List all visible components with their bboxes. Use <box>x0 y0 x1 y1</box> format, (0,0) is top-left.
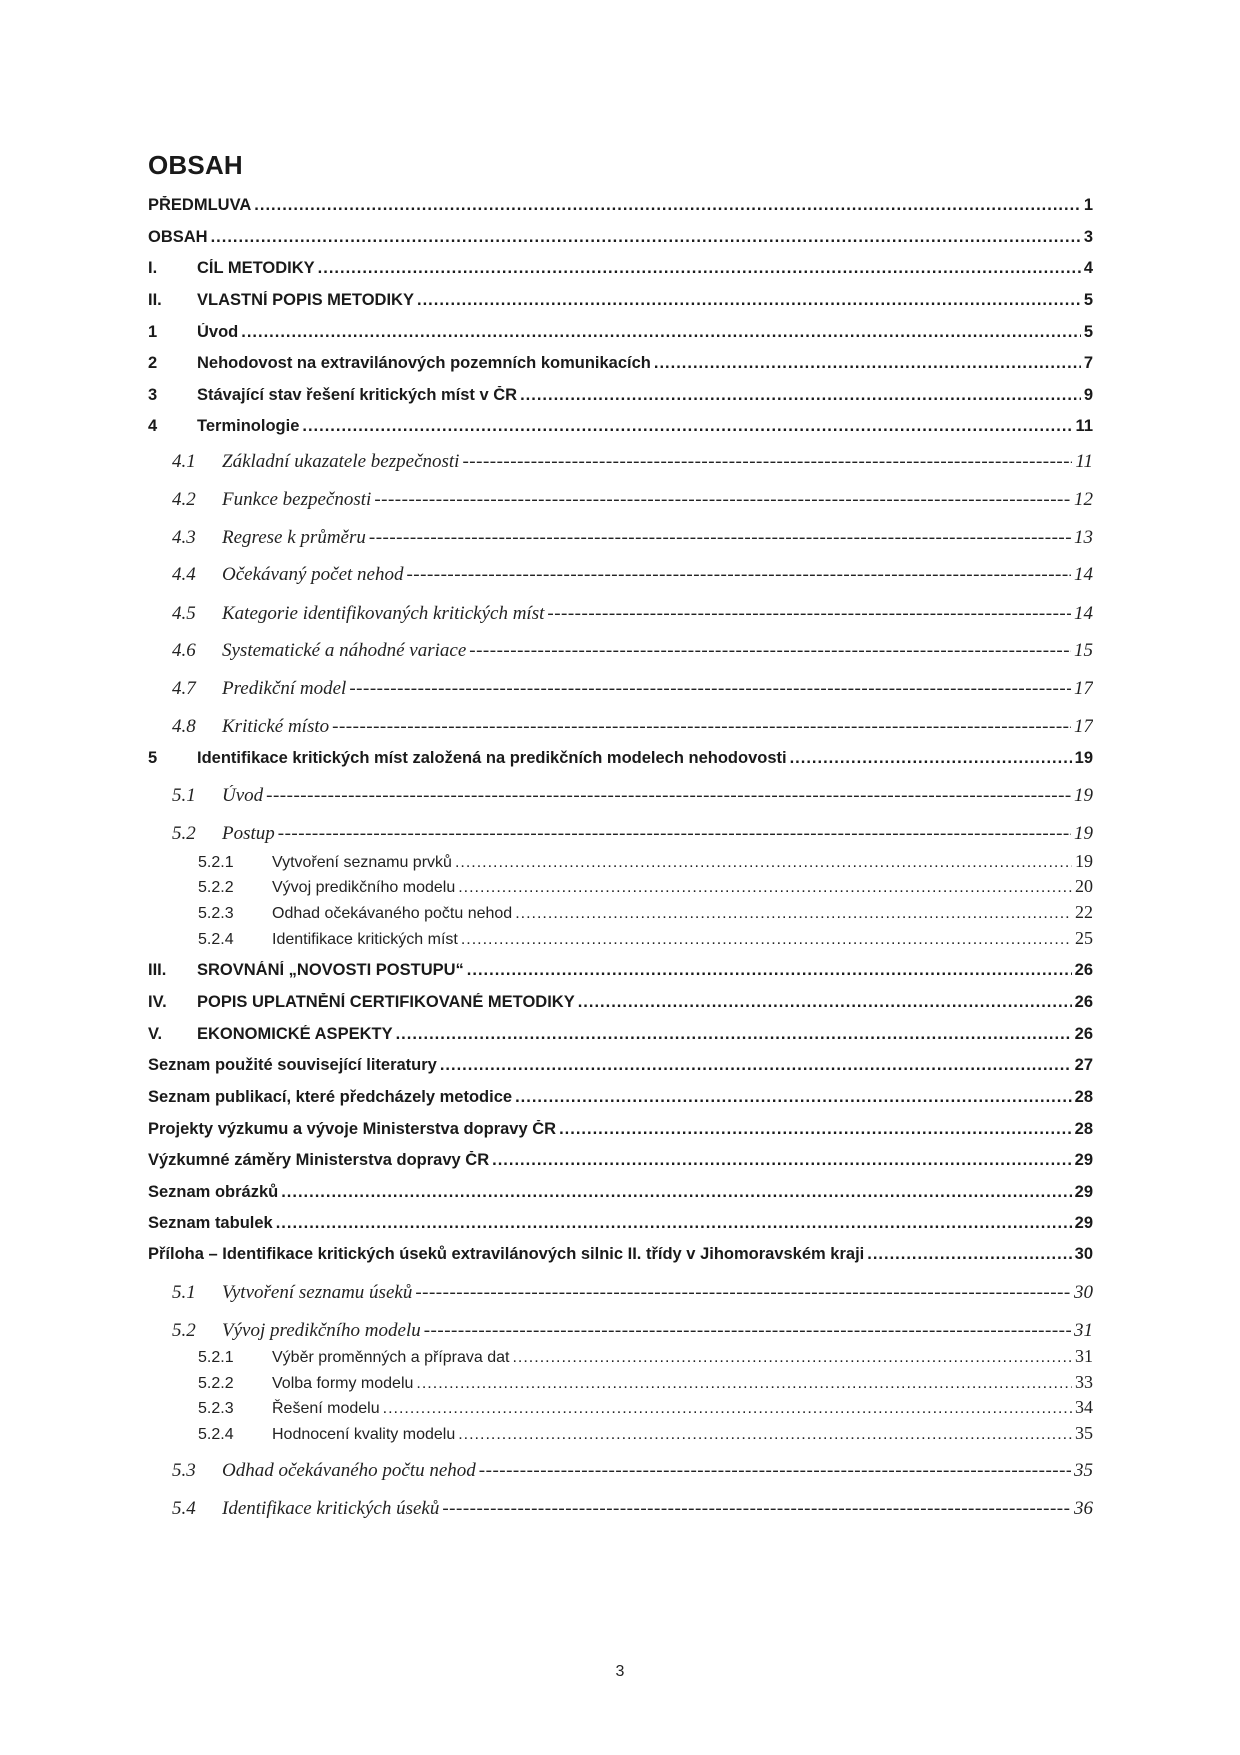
toc-entry-number: 5.3 <box>172 1460 196 1481</box>
toc-entry[interactable] <box>148 1282 1093 1304</box>
toc-entry-page: 19 <box>1074 785 1093 806</box>
toc-entry[interactable] <box>148 1245 1093 1264</box>
toc-entry-label: OBSAH <box>148 228 208 246</box>
toc-leader <box>254 196 1081 215</box>
toc-entry[interactable] <box>148 386 1093 405</box>
toc-entry[interactable] <box>148 323 1093 342</box>
toc-entry-page: 31 <box>1075 1346 1093 1366</box>
toc-leader <box>467 961 1072 980</box>
toc-entry-page: 29 <box>1074 1214 1093 1232</box>
toc-entry-page: 29 <box>1074 1151 1093 1169</box>
toc-entry-label: Identifikace kritických míst založená na predikčních modelech nehodovosti <box>197 749 787 767</box>
toc-leader <box>578 993 1072 1012</box>
toc-entry-number: 4.7 <box>172 678 196 699</box>
toc-entry-number: 5.2.4 <box>198 931 234 948</box>
toc-entry[interactable] <box>148 851 1093 872</box>
toc-entry-label: Identifikace kritických úseků <box>222 1498 440 1519</box>
toc-leader <box>416 1375 1072 1393</box>
toc-entry-label: Nehodovost na extravilánových pozemních komunikacích <box>197 354 651 372</box>
toc-leader <box>383 1400 1072 1418</box>
toc-leader <box>266 785 1071 807</box>
toc-entry-label: Systematické a náhodné variace <box>222 640 467 661</box>
page-title: OBSAH <box>148 150 243 180</box>
toc-entry[interactable] <box>148 928 1093 949</box>
toc-leader <box>417 291 1081 310</box>
toc-leader <box>349 678 1071 700</box>
toc-entry[interactable] <box>148 564 1093 586</box>
toc-entry[interactable] <box>148 1460 1093 1482</box>
toc-entry[interactable] <box>148 451 1093 473</box>
toc-leader <box>469 640 1071 662</box>
toc-entry-label: Výběr proměnných a příprava dat <box>272 1349 510 1366</box>
toc-entry-number: 4 <box>148 417 158 435</box>
toc-entry[interactable] <box>148 489 1093 511</box>
toc-entry-number: I. <box>148 259 158 277</box>
toc-entry-page: 19 <box>1074 749 1093 767</box>
toc-entry[interactable] <box>148 1372 1093 1393</box>
toc-entry-page: 35 <box>1075 1423 1093 1443</box>
toc-entry-label: Seznam použité související literatury <box>148 1056 437 1074</box>
toc-entry-label: Regrese k průměru <box>222 527 366 548</box>
toc-entry-page: 17 <box>1074 716 1093 737</box>
toc-entry[interactable] <box>148 876 1093 897</box>
toc-entry-label: Seznam obrázků <box>148 1183 279 1201</box>
toc-leader <box>278 823 1071 845</box>
toc-entry[interactable] <box>148 1056 1093 1075</box>
toc-leader <box>458 1426 1072 1444</box>
toc-leader <box>424 1320 1071 1342</box>
toc-entry-page: 15 <box>1074 640 1093 661</box>
toc-leader <box>281 1183 1071 1202</box>
toc-entry-number: 5.2.2 <box>198 879 234 896</box>
toc-leader <box>369 527 1071 549</box>
toc-entry-number: 5.2.4 <box>198 1426 234 1443</box>
toc-entry-label: PŘEDMLUVA <box>148 196 252 214</box>
toc-entry-label: SROVNÁNÍ „NOVOSTI POSTUPU“ <box>197 961 464 979</box>
page-number: 3 <box>615 1663 625 1680</box>
toc-leader <box>406 564 1071 586</box>
toc-entry[interactable] <box>148 993 1093 1012</box>
toc-entry[interactable] <box>148 961 1093 980</box>
toc-entry-number: 5.1 <box>172 785 196 806</box>
toc-entry-page: 9 <box>1083 386 1093 404</box>
toc-entry-label: Seznam publikací, které předcházely metodice <box>148 1088 513 1106</box>
toc-entry-page: 11 <box>1075 417 1093 435</box>
toc-entry-page: 5 <box>1083 291 1093 309</box>
toc-leader <box>559 1120 1072 1139</box>
toc-entry-page: 1 <box>1083 196 1093 214</box>
toc-entry-number: 5.2.2 <box>198 1375 234 1392</box>
toc-entry[interactable] <box>148 749 1093 768</box>
toc-entry-page: 33 <box>1075 1372 1093 1392</box>
toc-leader <box>462 451 1072 473</box>
toc-entry-label: Výzkumné záměry Ministerstva dopravy ČR <box>148 1151 490 1169</box>
toc-leader <box>241 323 1081 342</box>
toc-leader <box>302 417 1072 436</box>
toc-entry-label: POPIS UPLATNĚNÍ CERTIFIKOVANÉ METODIKY <box>197 993 575 1011</box>
toc-entry-label: Odhad očekávaného počtu nehod <box>222 1460 476 1481</box>
toc-entry-label: Vývoj predikčního modelu <box>272 879 456 896</box>
toc-entry-page: 29 <box>1074 1183 1093 1201</box>
toc-entry-page: 19 <box>1074 823 1093 844</box>
toc-entry-page: 17 <box>1074 678 1093 699</box>
toc-entry-page: 26 <box>1074 993 1093 1011</box>
toc-entry[interactable] <box>148 1320 1093 1342</box>
toc-leader <box>458 879 1072 897</box>
toc-leader <box>512 1349 1072 1367</box>
toc-leader <box>276 1214 1072 1233</box>
toc-entry-page: 13 <box>1074 527 1093 548</box>
toc-entry-number: 4.6 <box>172 640 196 661</box>
toc-entry-page: 28 <box>1074 1120 1093 1138</box>
toc-entry-page: 7 <box>1083 354 1093 372</box>
toc-entry-page: 19 <box>1075 851 1093 871</box>
toc-entry-label: Odhad očekávaného počtu nehod <box>272 905 513 922</box>
toc-entry-number: IV. <box>148 993 167 1011</box>
toc-entry-label: Seznam tabulek <box>148 1214 273 1232</box>
toc-entry[interactable] <box>148 196 1093 215</box>
toc-entry-page: 27 <box>1074 1056 1093 1074</box>
toc-leader <box>547 603 1071 625</box>
toc-leader <box>442 1498 1071 1520</box>
toc-entry-number: 5.1 <box>172 1282 196 1303</box>
toc-entry-label: Identifikace kritických míst <box>272 931 458 948</box>
toc-entry-page: 22 <box>1075 902 1093 922</box>
toc-entry-number: 5.2.1 <box>198 1349 234 1366</box>
toc-entry[interactable] <box>148 823 1093 845</box>
toc-entry-number: 5.4 <box>172 1498 196 1519</box>
toc-entry-number: 4.3 <box>172 527 196 548</box>
toc-entry[interactable] <box>148 785 1093 807</box>
toc-entry-label: Vytvoření seznamu prvků <box>272 854 452 871</box>
toc-leader <box>374 489 1071 511</box>
toc-entry-label: Stávající stav řešení kritických míst v ČR <box>197 386 518 404</box>
toc-entry-number: 1 <box>148 323 158 341</box>
toc-entry-label: Projekty výzkumu a vývoje Ministerstva dopravy ČR <box>148 1120 557 1138</box>
toc-leader <box>455 854 1072 872</box>
toc-entry[interactable] <box>148 1151 1093 1170</box>
toc-leader <box>654 354 1081 373</box>
toc-leader <box>332 716 1071 738</box>
toc-entry-page: 14 <box>1074 564 1093 585</box>
toc-leader <box>790 749 1072 768</box>
toc-entry[interactable] <box>148 640 1093 662</box>
toc-entry[interactable] <box>148 1346 1093 1367</box>
toc-leader <box>867 1245 1071 1264</box>
toc-entry-number: 5.2 <box>172 823 196 844</box>
toc-entry[interactable] <box>148 417 1093 436</box>
toc-entry[interactable] <box>148 678 1093 700</box>
toc-entry-page: 31 <box>1074 1320 1093 1341</box>
toc-entry[interactable] <box>148 1397 1093 1418</box>
toc-leader <box>211 228 1081 247</box>
toc-leader <box>520 386 1081 405</box>
toc-entry[interactable] <box>148 291 1093 310</box>
toc-entry-page: 25 <box>1075 928 1093 948</box>
toc-leader <box>415 1282 1071 1304</box>
toc-entry-number: 5.2.3 <box>198 1400 234 1417</box>
toc-entry-page: 5 <box>1083 323 1093 341</box>
toc-entry-number: 3 <box>148 386 158 404</box>
toc-entry-label: Kategorie identifikovaných kritických míst <box>222 603 545 624</box>
toc-entry-label: Příloha – Identifikace kritických úseků extravilánových silnic II. třídy v Jihomoravském kraji <box>148 1245 865 1263</box>
toc-entry-number: 5.2.1 <box>198 854 234 871</box>
toc-entry-label: Hodnocení kvality modelu <box>272 1426 456 1443</box>
toc-entry-label: Úvod <box>222 785 264 806</box>
toc-leader <box>515 905 1072 923</box>
toc-entry-label: Predikční model <box>222 678 347 699</box>
toc-entry-page: 4 <box>1083 259 1093 277</box>
toc-entry-label: Vytvoření seznamu úseků <box>222 1282 413 1303</box>
toc-entry[interactable] <box>148 1498 1093 1520</box>
toc-entry[interactable] <box>148 354 1093 373</box>
toc-entry-page: 14 <box>1074 603 1093 624</box>
toc-entry[interactable] <box>148 1214 1093 1233</box>
toc-entry-number: 4.4 <box>172 564 196 585</box>
toc-entry-label: Terminologie <box>197 417 300 435</box>
toc-entry-label: Volba formy modelu <box>272 1375 414 1392</box>
toc-entry[interactable] <box>148 1120 1093 1139</box>
toc-entry-number: 4.2 <box>172 489 196 510</box>
toc-entry[interactable] <box>148 603 1093 625</box>
toc-entry-number: III. <box>148 961 167 979</box>
toc-entry-page: 30 <box>1074 1245 1093 1263</box>
toc-entry-number: II. <box>148 291 162 309</box>
toc-entry-number: 5.2.3 <box>198 905 234 922</box>
toc-entry-page: 12 <box>1074 489 1093 510</box>
toc-leader <box>440 1056 1072 1075</box>
toc-entry-label: Úvod <box>197 323 239 341</box>
toc-entry[interactable] <box>148 902 1093 923</box>
toc-entry-label: Základní ukazatele bezpečnosti <box>222 451 460 472</box>
toc-entry-label: Vývoj predikčního modelu <box>222 1320 421 1341</box>
toc-entry-number: 5 <box>148 749 158 767</box>
toc-entry-page: 30 <box>1074 1282 1093 1303</box>
toc-entry-page: 20 <box>1075 876 1093 896</box>
toc-entry-number: 4.8 <box>172 716 196 737</box>
toc-entry-label: VLASTNÍ POPIS METODIKY <box>197 291 414 309</box>
toc-entry-page: 28 <box>1074 1088 1093 1106</box>
toc-entry-page: 11 <box>1075 451 1093 472</box>
toc-leader <box>479 1460 1071 1482</box>
toc-entry-number: 5.2 <box>172 1320 196 1341</box>
toc-entry[interactable] <box>148 228 1093 247</box>
toc-entry-number: 4.5 <box>172 603 196 624</box>
toc-entry-label: Očekávaný počet nehod <box>222 564 404 585</box>
toc-entry-label: CÍL METODIKY <box>197 259 315 277</box>
toc-entry-page: 26 <box>1074 961 1093 979</box>
toc-entry[interactable] <box>148 1423 1093 1444</box>
toc-entry-label: Řešení modelu <box>272 1400 380 1417</box>
toc-leader <box>492 1151 1072 1170</box>
toc-entry-page: 36 <box>1074 1498 1093 1519</box>
toc-entry-number: 4.1 <box>172 451 196 472</box>
toc-entry[interactable] <box>148 259 1093 278</box>
toc-leader <box>318 259 1081 278</box>
toc-entry-label: Kritické místo <box>222 716 330 737</box>
toc-entry-number: V. <box>148 1025 163 1043</box>
toc-entry-label: EKONOMICKÉ ASPEKTY <box>197 1025 393 1043</box>
toc-leader <box>396 1025 1072 1044</box>
toc-entry[interactable] <box>148 527 1093 549</box>
toc-entry-number: 2 <box>148 354 158 372</box>
toc-entry-label: Funkce bezpečnosti <box>222 489 372 510</box>
toc-entry[interactable] <box>148 1088 1093 1107</box>
toc-entry-label: Postup <box>222 823 275 844</box>
toc-entry-page: 3 <box>1083 228 1093 246</box>
toc-entry[interactable] <box>148 1025 1093 1044</box>
toc-leader <box>461 931 1072 949</box>
toc-leader <box>515 1088 1072 1107</box>
toc-entry[interactable] <box>148 716 1093 738</box>
toc-entry-page: 26 <box>1074 1025 1093 1043</box>
toc-entry-page: 34 <box>1075 1397 1093 1417</box>
toc-entry[interactable] <box>148 1183 1093 1202</box>
toc-entry-page: 35 <box>1074 1460 1093 1481</box>
